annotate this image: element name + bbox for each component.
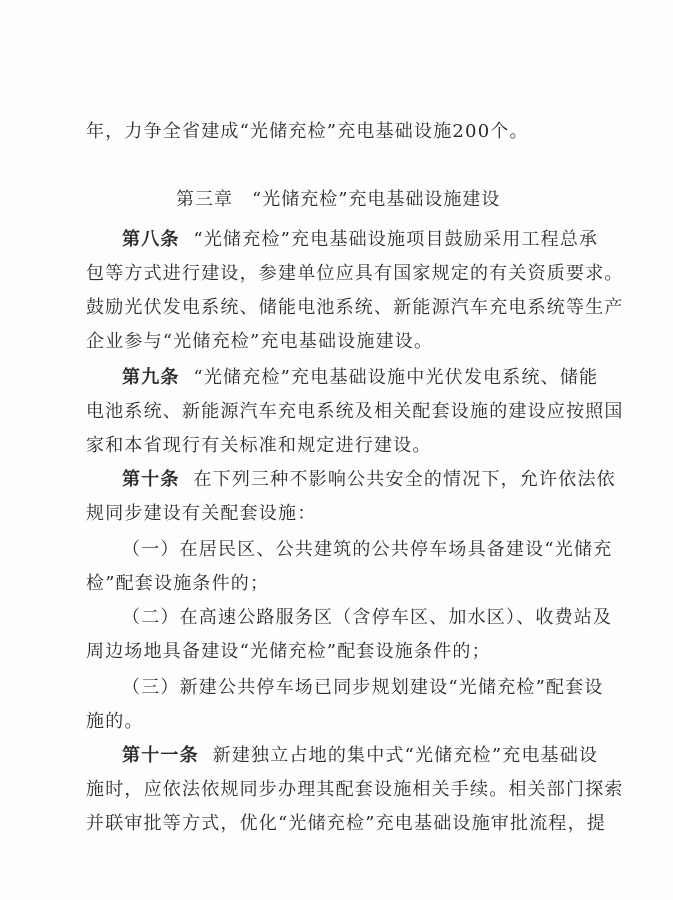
- item-1-line-1: （一）在居民区、公共建筑的公共停车场具备建设“光储充: [122, 539, 613, 560]
- chapter-heading: 第三章 “光储充检”充电基础设施建设: [176, 189, 501, 210]
- paragraph-line: 年，力争全省建成“光储充检”充电基础设施200个。: [86, 121, 529, 142]
- article-9-line-3: 家和本省现行有关标准和规定进行建设。: [86, 435, 432, 456]
- article-text: “光储充检”充电基础设施中光伏发电系统、储能: [193, 367, 599, 388]
- article-text: “光储充检”充电基础设施项目鼓励采用工程总承: [193, 229, 599, 250]
- article-11-line-3: 并联审批等方式，优化“光储充检”充电基础设施审批流程，提: [86, 813, 607, 834]
- item-2-line-2: 周边场地具备建设“光储充检”配套设施条件的；: [86, 641, 491, 662]
- item-3-line-2: 施的。: [86, 711, 144, 732]
- article-label: 第十一条: [122, 745, 199, 766]
- article-10-line-1: [122, 468, 616, 492]
- article-8-line-1: [122, 228, 599, 252]
- article-8-line-3: 鼓励光伏发电系统、储能电池系统、新能源汽车充电系统等生产: [86, 297, 624, 318]
- article-label: 第十条: [122, 469, 180, 490]
- article-text: 在下列三种不影响公共安全的情况下，允许依法依: [193, 469, 616, 490]
- article-11-line-1: [122, 744, 599, 768]
- article-label: 第九条: [122, 367, 180, 388]
- article-8-line-4: 企业参与“光储充检”充电基础设施建设。: [86, 331, 434, 352]
- item-3-line-1: （三）新建公共停车场已同步规划建设“光储充检”配套设: [122, 677, 604, 698]
- article-text: 新建独立占地的集中式“光储充检”充电基础设: [212, 745, 599, 766]
- article-8-line-2: 包等方式进行建设，参建单位应具有国家规定的有关资质要求。: [86, 263, 624, 284]
- article-10-line-2: 规同步建设有关配套设施：: [86, 503, 317, 524]
- article-9-line-2: 电池系统、新能源汽车充电系统及相关配套设施的建设应按照国: [86, 401, 624, 422]
- article-label: 第八条: [122, 229, 180, 250]
- article-11-line-2: 施时，应依法依规同步办理其配套设施相关手续。相关部门探索: [86, 779, 624, 800]
- item-2-line-1: （二）在高速公路服务区（含停车区、加水区）、收费站及: [122, 607, 613, 628]
- article-9-line-1: [122, 366, 599, 390]
- item-1-line-2: 检”配套设施条件的；: [86, 573, 270, 594]
